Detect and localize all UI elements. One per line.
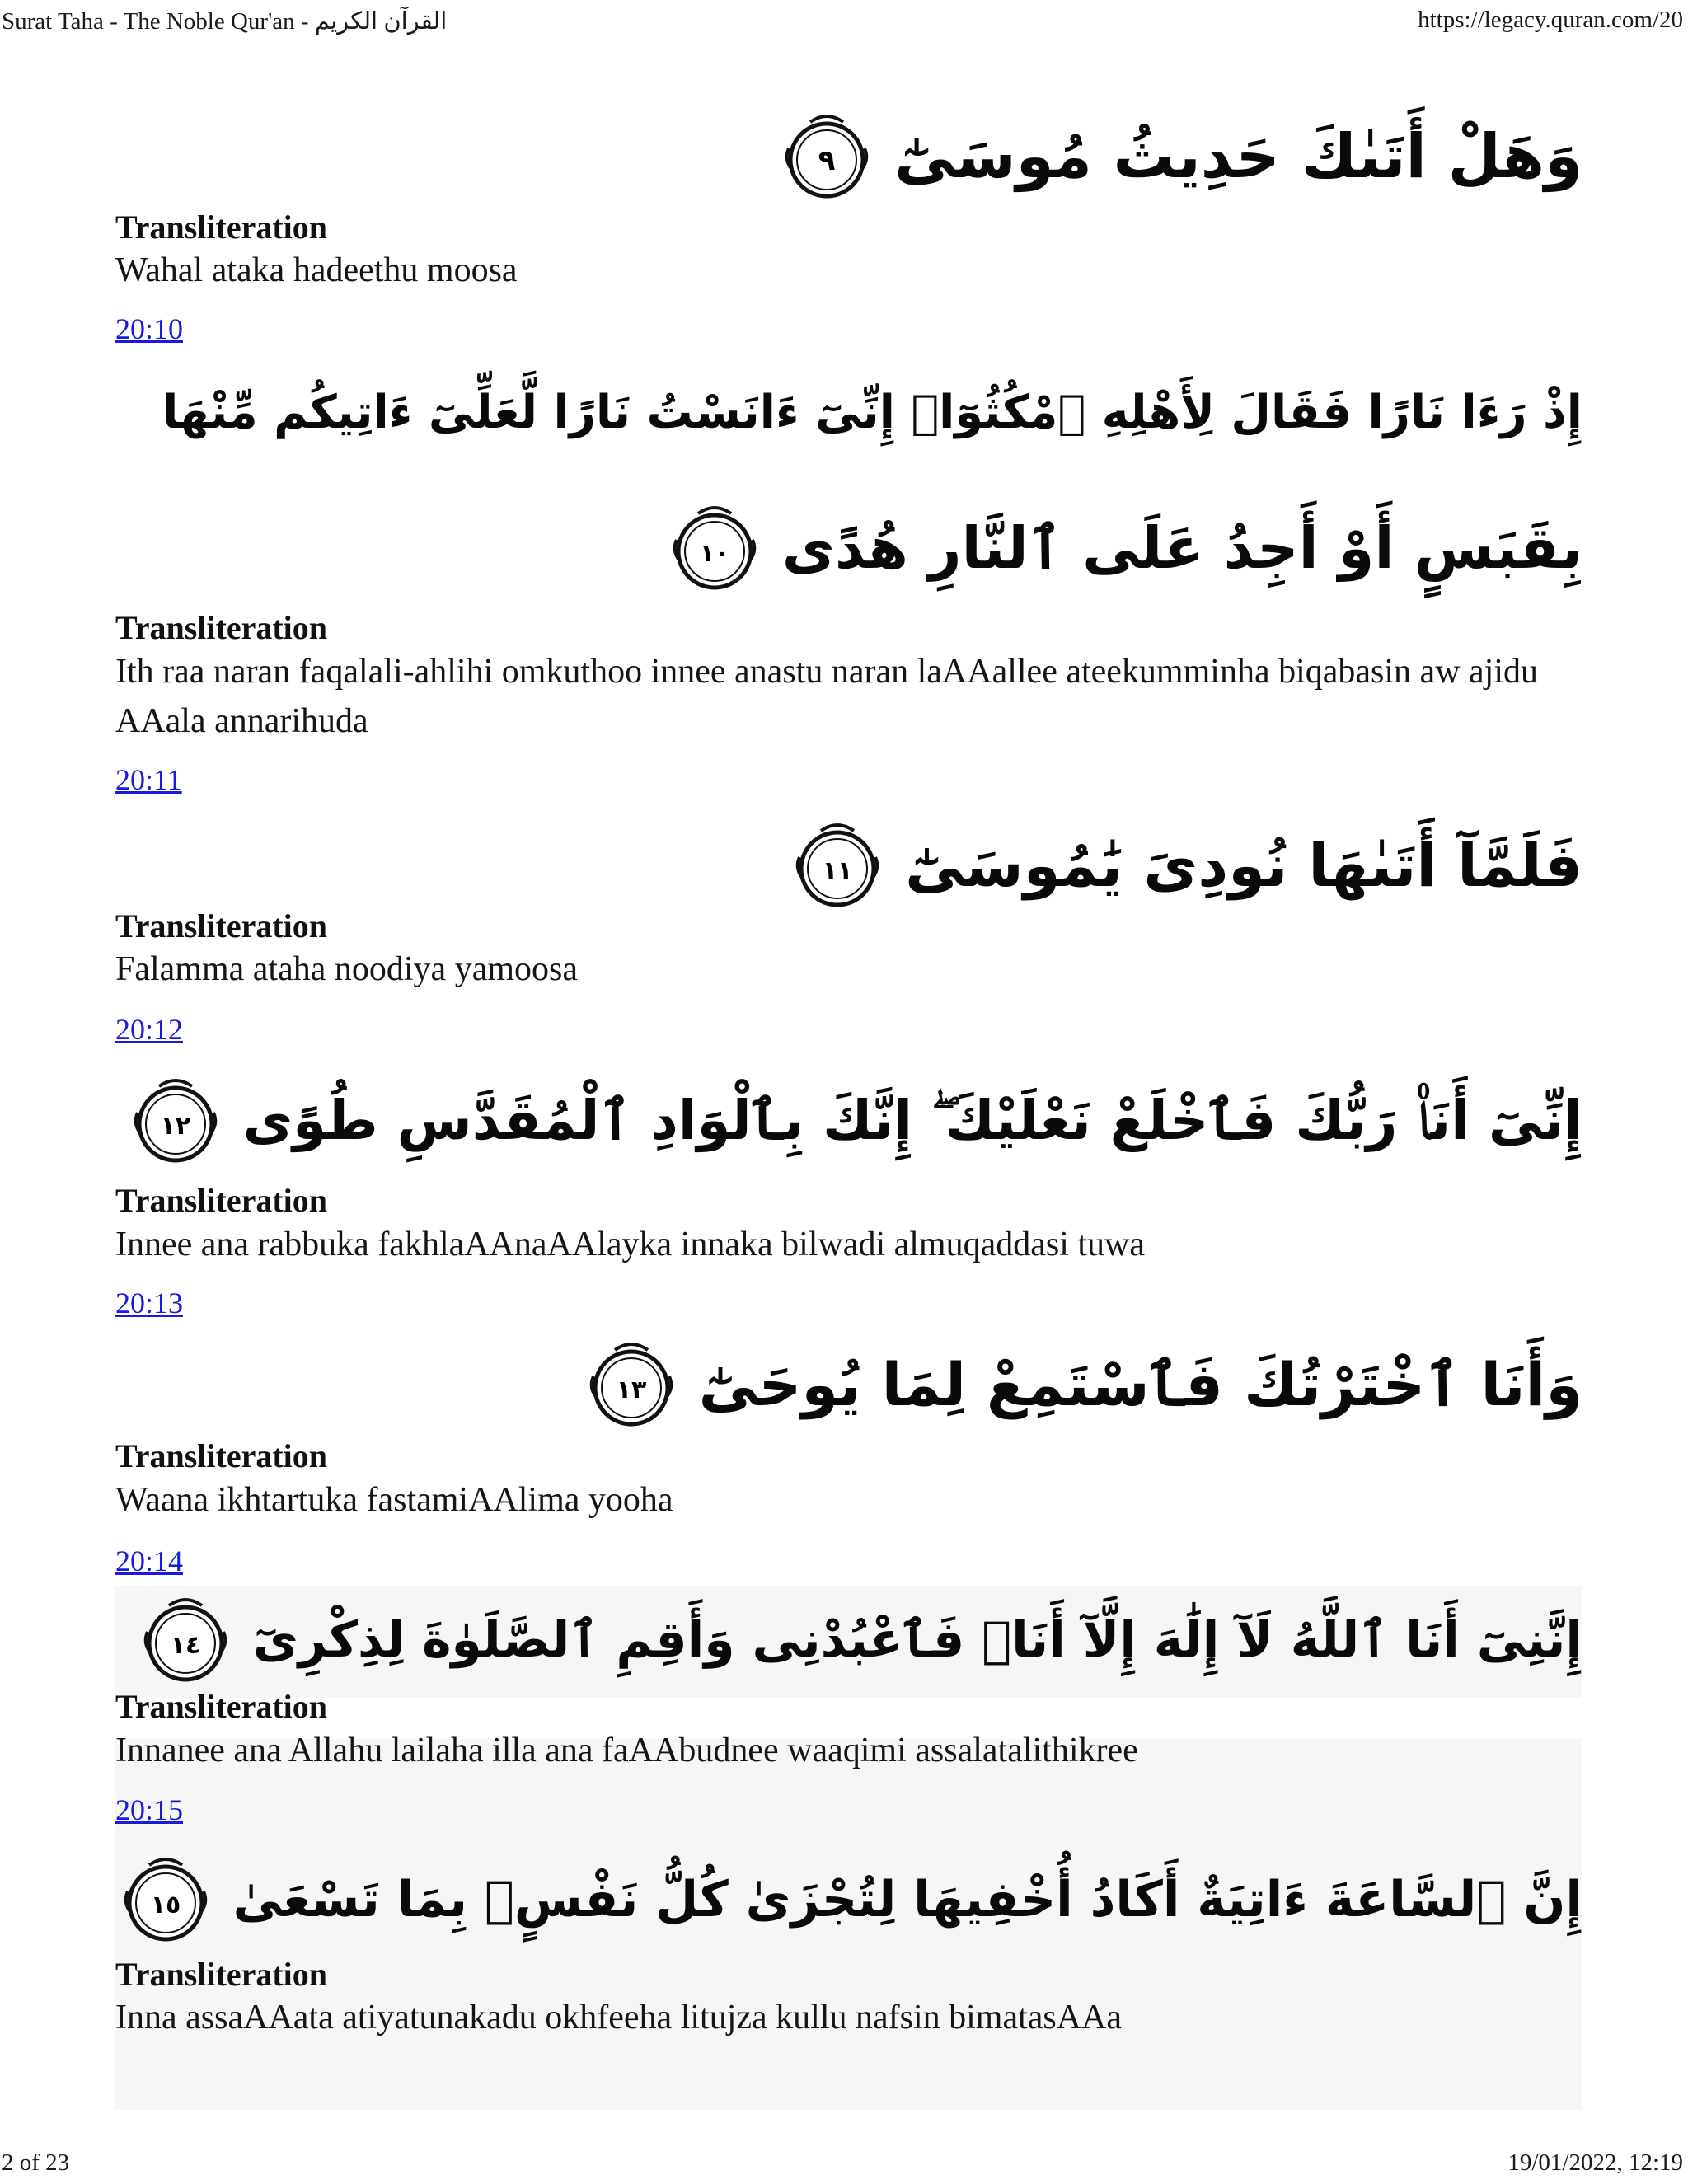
transliteration-heading: Transliteration (115, 1956, 328, 1993)
print-datetime: 19/01/2022, 12:19 (1507, 2149, 1683, 2176)
ayah-number: ١٤ (170, 1631, 201, 1660)
transliteration-heading: Transliteration (115, 907, 328, 944)
ayah-number-medallion-icon (582, 1335, 681, 1434)
arabic-line: فَلَمَّآ أَتَىٰهَا نُودِىَ يَٰمُوسَىٰٓ (905, 831, 1582, 900)
transliteration-text: Wahal ataka hadeethu moosa (115, 251, 518, 289)
arabic-verse-10-line-2 (665, 494, 1582, 602)
arabic-verse-13 (582, 1327, 1582, 1442)
transliteration-heading: Transliteration (115, 209, 328, 246)
arabic-line: إِنَّنِىٓ أَنَا ٱللَّهُ لَآ إِلَٰهَ إِلَّآ أَنَا۠ فَٱعْبُدْنِى وَأَقِمِ ٱلصَّلَوٰةَ لِذِكْرِىٓ (252, 1611, 1582, 1669)
transliteration-heading: Transliteration (115, 1688, 328, 1725)
verse-link-20-14[interactable]: 20:14 (115, 1544, 184, 1577)
transliteration-text: Ith raa naran faqalali-ahlihi omkuthoo innee anastu naran laAAallee ateekumminha biqabasin aw ajidu AAala annarihuda (115, 653, 1538, 740)
transliteration-heading: Transliteration (115, 1182, 328, 1219)
page-title: Surat Taha - The Noble Qur'an - القرآن الكريم (2, 8, 448, 35)
arabic-verse-12 (126, 1063, 1582, 1179)
arabic-verse-15 (116, 1842, 1582, 1957)
arabic-verse-11 (788, 812, 1582, 919)
ayah-number-medallion-icon (665, 499, 764, 598)
ayah-number: ١٢ (160, 1112, 190, 1141)
ayah-number: ١٥ (150, 1891, 181, 1919)
page-number: 2 of 23 (2, 2149, 70, 2176)
arabic-line: بِقَبَسٍ أَوْ أَجِدُ عَلَى ٱلنَّارِ هُدًى (781, 514, 1582, 582)
transliteration-heading: Transliteration (115, 1437, 328, 1474)
ayah-number-medallion-icon (136, 1591, 235, 1690)
ayah-number: ١٠ (699, 539, 730, 568)
verse-link-20-15[interactable]: 20:15 (115, 1793, 184, 1826)
transliteration-heading: Transliteration (115, 609, 328, 646)
ayah-number: ١٣ (616, 1376, 646, 1404)
transliteration-text: Waana ikhtartuka fastamiAAlima yooha (115, 1481, 673, 1519)
transliteration-text: Innee ana rabbuka fakhlaAAnaAAlayka innaka bilwadi almuqaddasi tuwa (115, 1226, 1146, 1263)
ayah-number-medallion-icon (788, 816, 887, 915)
verse-link-20-11[interactable]: 20:11 (115, 763, 182, 796)
verse-link-20-10[interactable]: 20:10 (115, 312, 184, 345)
verse-link-20-13[interactable]: 20:13 (115, 1286, 184, 1319)
arabic-line: وَأَنَا ٱخْتَرْتُكَ فَٱسْتَمِعْ لِمَا يُوحَىٰٓ (698, 1350, 1582, 1419)
print-footer (0, 2149, 1688, 2182)
ayah-number-medallion-icon (116, 1850, 215, 1949)
arabic-line: إِنِّىٓ أَنَا۠ رَبُّكَ فَٱخْلَعْ نَعْلَيْكَ ۖ إِنَّكَ بِٱلْوَادِ ٱلْمُقَدَّسِ طُوًى (242, 1088, 1582, 1152)
page-url: https://legacy.quran.com/20 (1418, 7, 1683, 33)
arabic-line: وَهَلْ أَتَىٰكَ حَدِيثُ مُوسَىٰٓ (894, 121, 1582, 192)
ayah-number: ١١ (822, 856, 853, 885)
transliteration-text: Innanee ana Allahu lailaha illa ana faAAbudnee waaqimi assalatalithikree (115, 1732, 1138, 1769)
arabic-line: إِذْ رَءَا نَارًا فَقَالَ لِأَهْلِهِ ٱمْكُثُوٓا۟ إِنِّىٓ ءَانَسْتُ نَارًا لَّعَلِّىٓ ءَاتِيكُم مِّنْهَا (162, 385, 1582, 439)
verse-link-20-12[interactable]: 20:12 (115, 1013, 184, 1046)
verses-content (115, 0, 1582, 2110)
arabic-verse-10-line-1 (162, 363, 1582, 462)
ayah-number-medallion-icon (126, 1071, 225, 1170)
ayah-number-medallion-icon (777, 107, 876, 206)
transliteration-text: Falamma ataha noodiya yamoosa (115, 950, 578, 988)
arabic-verse-9 (777, 103, 1582, 210)
arabic-verse-14 (136, 1586, 1582, 1694)
ayah-number: ٩ (818, 144, 836, 177)
transliteration-text: Inna assaAAata atiyatunakadu okhfeeha litujza kullu nafsin bimatasAAa (115, 1999, 1123, 2036)
arabic-line: إِنَّ ٱلسَّاعَةَ ءَاتِيَةٌ أَكَادُ أُخْفِيهَا لِتُجْزَىٰ كُلُّ نَفْسٍۭ بِمَا تَسْعَىٰ (232, 1871, 1582, 1929)
